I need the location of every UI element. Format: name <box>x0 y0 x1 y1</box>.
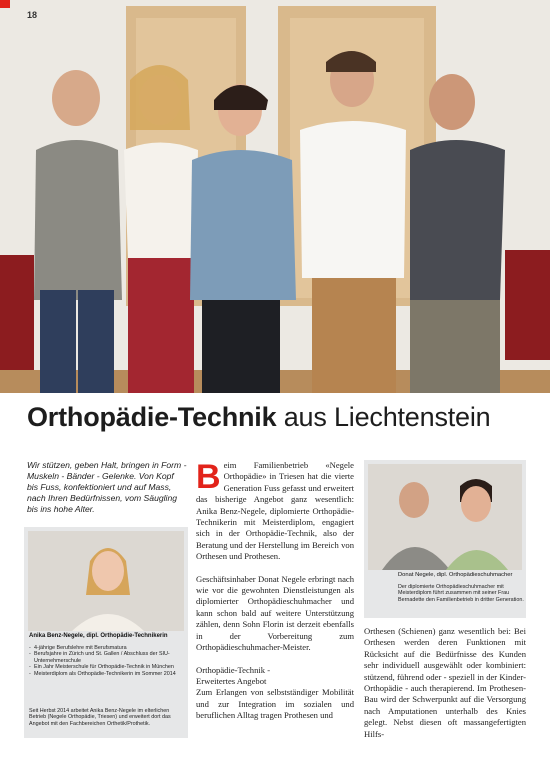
page-number: 18 <box>27 10 38 20</box>
paragraph-1 <box>196 460 354 563</box>
page-number-marker <box>0 0 10 8</box>
paragraph-3 <box>196 665 354 722</box>
subheading-title: Orthopädie-Technik - <box>196 664 271 675</box>
profile-sidebox <box>24 527 188 738</box>
anika-portrait-illustration <box>28 531 184 631</box>
drop-cap: B <box>196 458 221 496</box>
paragraph-1-text: eim Familienbetrieb «Negele Orthopädie» in Triesen hat die vierte Generation Fuss gefasst und erweitert das bisherige Angebot ganz wesentlich: Anika Benz-Negele, diplomierte Orthopädie-Technikerin mit Meisterdiplom, engagiert sich in der Orthopädie-Technik, also der Beratung und der Herstellung im Bereich von Orthesen und Prothesen. <box>196 460 354 562</box>
sidebox-caption: Anika Benz-Negele, dipl. Orthopädie-Technikerin <box>29 633 168 639</box>
list-item: - Ein Jahr Meisterschule für Orthopädie-Technik in München <box>29 664 185 670</box>
couple-photo <box>368 464 522 570</box>
qualification-list <box>29 645 185 677</box>
couple-photo-box <box>364 460 526 618</box>
headline-regular: aus Liechtenstein <box>276 402 491 432</box>
couple-caption: Donat Negele, dipl. Orthopädieschuhmacher <box>398 572 513 578</box>
subheading-subtitle: Erweitertes Angebot <box>196 675 267 686</box>
article-body-middle <box>196 460 354 722</box>
article-headline <box>27 400 490 434</box>
sidebox-note: Seit Herbst 2014 arbeitet Anika Benz-Negele im elterlichen Betrieb (Negele Orthopädie, Triesen) und erweitert dort das Angebot mit den Fachbereichen Orthetik/Prothetik. <box>29 708 171 727</box>
article-body-right <box>364 626 526 740</box>
right-paragraph: Orthesen (Schienen) ganz wesentlich bei: Bei Orthesen werden deren Funktionen mit Rücksicht auf die Bedürfnisse des Kunden sehr individuell ausgewählt oder kombiniert: stützend, führend oder - speziell in der Kinder-Orthopädie - auch therapierend. Im Prothesen-Bau wird der Schwerpunkt auf die Versorgung nach Amputationen unterhalb des Knies gelegt. Nebst diesen oft massangefertigten Hilfs- <box>364 626 526 739</box>
list-item: - 4-jährige Berufslehre mit Berufsmatura <box>29 645 185 651</box>
anika-portrait-photo <box>28 531 184 631</box>
couple-description: Der diplomierte Orthopädieschuhmacher mit Meisterdiplom führt zusammen mit seiner Frau Bernadette den Familienbetrieb in dritter Generation. <box>398 584 524 603</box>
paragraph-3-text: Zum Erlangen von selbstständiger Mobilität und zur Integration im sozialen und beruflichen Alltag tragen Prothesen und <box>196 687 354 721</box>
paragraph-2: Geschäftsinhaber Donat Negele erbringt nach wie vor die gewohnten Dienstleistungen als diplomierter Orthopädieschuhmacher und kann schon bald auf weitere Unterstützung zählen, denn Sohn Florin ist derzeit ebenfalls in der Vorbereitung zum Orthopädieschuhmacher-Meister. <box>196 573 354 653</box>
couple-photo-illustration <box>368 464 522 570</box>
list-item: - Meisterdiplom als Orthopädie-Technikerin im Sommer 2014 <box>29 671 185 677</box>
intro-text: Wir stützen, geben Halt, bringen in Form - Muskeln - Bänder - Gelenke. Von Kopf bis Fuss, konfektioniert und auf Mass, nach Ihren Bedürfnissen, vom Säugling bis ins hohe Alter. <box>27 460 187 514</box>
headline-bold: Orthopädie-Technik <box>27 402 277 432</box>
list-item: - Berufsjahre in Zürich und St. Gallen / Abschluss der SIU-Unternehmerschule <box>29 651 185 664</box>
